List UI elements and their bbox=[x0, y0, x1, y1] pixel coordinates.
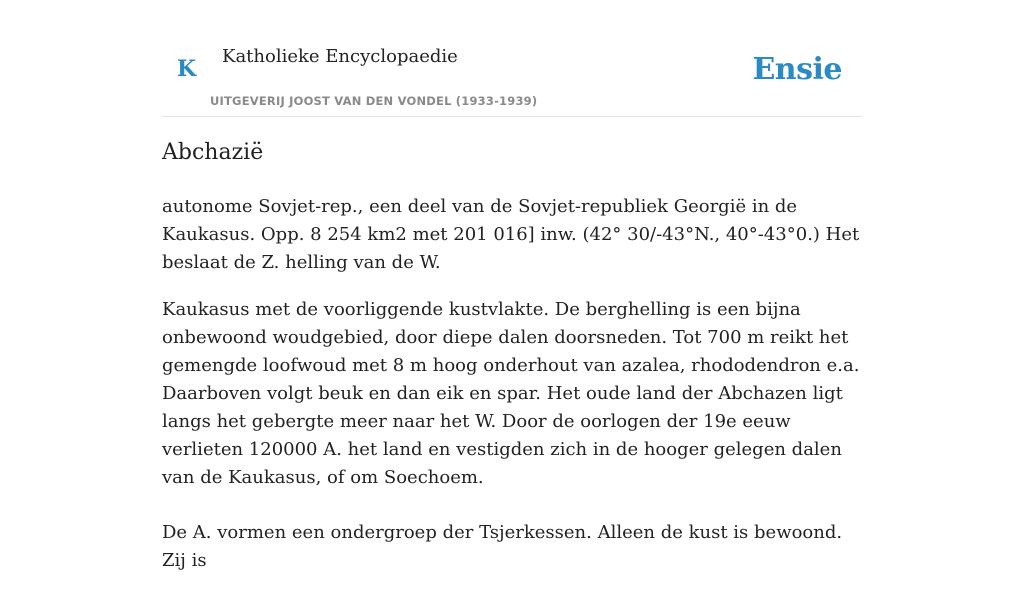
publisher-subtitle: UITGEVERIJ JOOST VAN DEN VONDEL (1933-1939) bbox=[210, 94, 538, 108]
article-paragraph: autonome Sovjet-rep., een deel van de Sovjet-republiek Georgië in de Kaukasus. Opp. 8 254 km2 met 201 016] inw. (42° 30/-43°N., 40°-43°0.) Het beslaat de Z. helling van de W. bbox=[162, 196, 860, 273]
site-header bbox=[162, 0, 862, 117]
brand-logo[interactable]: Ensie bbox=[752, 52, 842, 87]
article-title: Abchazië bbox=[162, 140, 264, 165]
article-paragraph: Kaukasus met de voorliggende kustvlakte. De berghelling is een bijna onbewoond woudgebied, door diepe dalen doorsneden. Tot 700 m reikt het gemengde loofwoud met 8 m hoog onderhout van azalea, rhododendron e.a. Daarboven volgt beuk en dan eik en spar. Het oude land der Abchazen ligt langs het gebergte meer naar het W. Door de oorlogen der 19e eeuw verlieten 120000 A. het land en vestigden zich in de hooger gelegen dalen van de Kaukasus, of om Soechoem. bbox=[162, 299, 860, 488]
article-body bbox=[162, 193, 862, 594]
site-title[interactable]: Katholieke Encyclopaedie bbox=[222, 46, 458, 67]
site-logo[interactable]: K bbox=[177, 56, 197, 82]
content-container bbox=[162, 0, 862, 571]
article-paragraph: De A. vormen een ondergroep der Tsjerkessen. Alleen de kust is bewoond. Zij is bbox=[162, 522, 843, 571]
